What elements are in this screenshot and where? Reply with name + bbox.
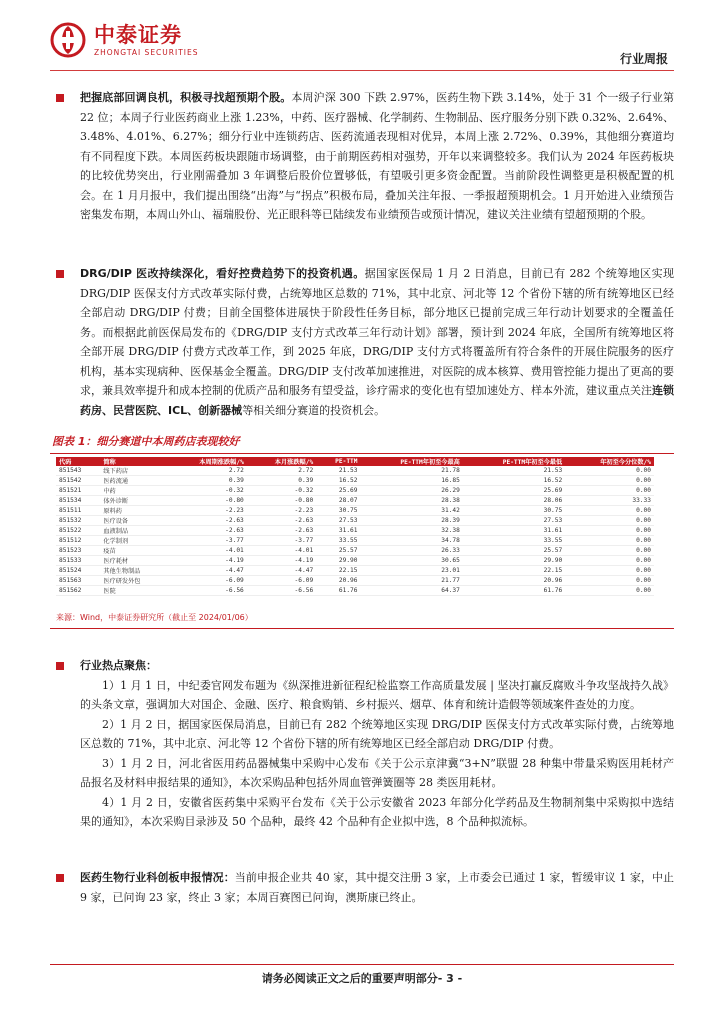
table-cell: 线下药店 bbox=[100, 466, 167, 476]
table-cell: 医药流通 bbox=[100, 476, 167, 486]
table-cell: -0.80 bbox=[247, 496, 316, 506]
table-cell: 原料药 bbox=[100, 506, 167, 516]
table-cell: -4.47 bbox=[168, 566, 247, 576]
table-cell: 28.38 bbox=[361, 496, 463, 506]
table-row bbox=[56, 496, 654, 506]
header-divider bbox=[50, 70, 674, 71]
table-cell: 20.96 bbox=[463, 576, 565, 586]
table-cell: 32.38 bbox=[361, 526, 463, 536]
paragraph-drg-dip bbox=[80, 264, 674, 420]
table-cell: 27.53 bbox=[316, 516, 360, 526]
table-header-cell: 本月涨跌幅/% bbox=[247, 457, 316, 466]
section-bullet-icon bbox=[56, 94, 64, 102]
table-cell: 29.90 bbox=[316, 556, 360, 566]
paragraph-lead: 医药生物行业科创板申报情况： bbox=[80, 871, 235, 884]
table-cell: 0.00 bbox=[565, 526, 654, 536]
table-cell: 25.57 bbox=[316, 546, 360, 556]
table-cell: -0.80 bbox=[168, 496, 247, 506]
table-header-cell: 代码 bbox=[56, 457, 100, 466]
page-number: - 3 - bbox=[437, 972, 463, 985]
table-row bbox=[56, 486, 654, 496]
table-cell: 22.15 bbox=[316, 566, 360, 576]
table-cell: -2.63 bbox=[168, 526, 247, 536]
table-row bbox=[56, 566, 654, 576]
company-logo bbox=[50, 22, 199, 58]
footer-divider bbox=[50, 964, 674, 965]
zhongtai-logo-icon bbox=[50, 22, 86, 58]
page-header bbox=[0, 0, 724, 80]
table-cell: 21.53 bbox=[463, 466, 565, 476]
table-cell: 0.39 bbox=[168, 476, 247, 486]
table-cell: 851524 bbox=[56, 566, 100, 576]
table-cell: 29.90 bbox=[463, 556, 565, 566]
table-cell: -6.56 bbox=[168, 586, 247, 596]
highlighted-sectors: 连锁药房、民营医院、ICL、创新器械 bbox=[80, 384, 674, 417]
table-row bbox=[56, 466, 654, 476]
table-cell: 16.85 bbox=[361, 476, 463, 486]
table-cell: 21.77 bbox=[361, 576, 463, 586]
table-cell: 25.57 bbox=[463, 546, 565, 556]
table-cell: 0.00 bbox=[565, 546, 654, 556]
figure-source: 来源：Wind，中泰证券研究所（截止至 2024/01/06） bbox=[56, 613, 253, 622]
table-cell: 22.15 bbox=[463, 566, 565, 576]
table-cell: 16.52 bbox=[463, 476, 565, 486]
table-cell: 851534 bbox=[56, 496, 100, 506]
table-cell: 0.00 bbox=[565, 576, 654, 586]
table-cell: 61.76 bbox=[316, 586, 360, 596]
table-cell: 851512 bbox=[56, 536, 100, 546]
table-cell: 25.69 bbox=[463, 486, 565, 496]
table-cell: 0.00 bbox=[565, 536, 654, 546]
news-item: 3）1 月 2 日，河北省医用药品器械集中采购中心发布《关于公示京津冀“3+N”联盟 28 种集中带量采购医用耗材产品报名及材料申报结果的通知》，本次采购品种包括外周血管弹簧圈等 28 类医用耗材。 bbox=[80, 756, 674, 789]
table-cell: -6.09 bbox=[247, 576, 316, 586]
table-cell: 21.78 bbox=[361, 466, 463, 476]
table-cell: -0.32 bbox=[168, 486, 247, 496]
table-cell: 医疗耗材 bbox=[100, 556, 167, 566]
sector-performance-table bbox=[56, 457, 654, 596]
table-cell: 851562 bbox=[56, 586, 100, 596]
paragraph-industry-news bbox=[80, 656, 674, 832]
table-cell: 31.61 bbox=[316, 526, 360, 536]
table-cell: 28.39 bbox=[361, 516, 463, 526]
table-cell: -2.63 bbox=[247, 516, 316, 526]
table-row bbox=[56, 506, 654, 516]
table-cell: -6.09 bbox=[168, 576, 247, 586]
table-header-cell: 年初至今分位数/% bbox=[565, 457, 654, 466]
table-cell: -4.01 bbox=[247, 546, 316, 556]
table-cell: 医疗设备 bbox=[100, 516, 167, 526]
table-cell: 851533 bbox=[56, 556, 100, 566]
table-cell: 64.37 bbox=[361, 586, 463, 596]
table-cell: -0.32 bbox=[247, 486, 316, 496]
table-cell: 2.72 bbox=[168, 466, 247, 476]
page-footer bbox=[0, 970, 724, 986]
table-row bbox=[56, 526, 654, 536]
table-cell: 30.65 bbox=[361, 556, 463, 566]
table-cell: 851542 bbox=[56, 476, 100, 486]
paragraph-lead: DRG/DIP 医改持续深化，看好控费趋势下的投资机遇。 bbox=[80, 267, 365, 280]
table-cell: 851521 bbox=[56, 486, 100, 496]
table-cell: 33.55 bbox=[463, 536, 565, 546]
table-header-cell: 本周期涨跌幅/% bbox=[168, 457, 247, 466]
table-cell: 61.76 bbox=[463, 586, 565, 596]
table-cell: -3.77 bbox=[247, 536, 316, 546]
table-cell: 28.06 bbox=[463, 496, 565, 506]
table-cell: 0.00 bbox=[565, 506, 654, 516]
section-bullet-icon bbox=[56, 662, 64, 670]
table-cell: 25.69 bbox=[316, 486, 360, 496]
table-cell: 851563 bbox=[56, 576, 100, 586]
disclaimer-note: 请务必阅读正文之后的重要声明部分 bbox=[261, 972, 438, 985]
table-cell: 31.61 bbox=[463, 526, 565, 536]
table-cell: 化学制剂 bbox=[100, 536, 167, 546]
table-cell: 23.01 bbox=[361, 566, 463, 576]
paragraph-body: 本周沪深 300 下跌 2.97%，医药生物下跌 3.14%，处于 31 个一级子行业第 22 位；本周子行业医药商业上涨 1.23%，中药、医疗器械、化学制药、生物制品、医疗服务分别下跌 0.32%、2.64%、3.48%、4.01%、6.27%；细分行业中连锁药店、医药流通表现相对优异，本周上涨 2.72%、0.39%，其他细分赛道均有不同程度下跌。本周医药板块跟随市场调整，由于前期医药相对强势，开年以来调整较多。我们认为 2024 年医药板块的比较优势突出，行业刚需叠加 3 年调整后股价位置够低，有望吸引更多资金配置。当前阶段性调整更是积极配置的机会。在 1 月月报中，我们提出围绕“出海”与“拐点”积极布局，叠加关注年报、一季报超预期机会。1 月开始进入业绩预告密集发布期，本周山外山、福瑞股份、光正眼科等已陆续发布业绩预告或预计情况，建议关注业绩有望超预期的个股。 bbox=[80, 91, 675, 221]
table-cell: 0.00 bbox=[565, 476, 654, 486]
news-item: 2）1 月 2 日，据国家医保局消息，目前已有 282 个统筹地区实现 DRG/DIP 医保支付方式改革实际付费，占统筹地区总数的 71%，其中北京、河北等 12 个省份下辖的所有统筹地区已经全部启动 DRG/DIP 付费。 bbox=[80, 717, 674, 750]
table-row bbox=[56, 586, 654, 596]
paragraph-body: 当前申报企业共 40 家，其中提交注册 3 家，上市委会已通过 1 家，暂缓审议 1 家，中止 9 家，已问询 23 家，终止 3 家；本周百赛图已问询，澳斯康已终止。 bbox=[80, 871, 675, 904]
table-cell: -4.01 bbox=[168, 546, 247, 556]
paragraph-lead: 把握底部回调良机，积极寻找超预期个股。 bbox=[80, 91, 292, 104]
table-cell: 其他生物制品 bbox=[100, 566, 167, 576]
table-cell: 31.42 bbox=[361, 506, 463, 516]
table-cell: 中药 bbox=[100, 486, 167, 496]
table-cell: 0.00 bbox=[565, 586, 654, 596]
table-cell: 26.33 bbox=[361, 546, 463, 556]
table-cell: 0.00 bbox=[565, 516, 654, 526]
table-row bbox=[56, 476, 654, 486]
table-cell: 26.29 bbox=[361, 486, 463, 496]
table-cell: -2.63 bbox=[247, 526, 316, 536]
table-header-cell: PE-TTM年初至今最高 bbox=[361, 457, 463, 466]
table-cell: -4.19 bbox=[247, 556, 316, 566]
table-cell: -3.77 bbox=[168, 536, 247, 546]
table-cell: -2.23 bbox=[247, 506, 316, 516]
table-header-row bbox=[56, 457, 654, 466]
table-cell: 2.72 bbox=[247, 466, 316, 476]
paragraph-lead: 行业热点聚焦： bbox=[80, 659, 157, 672]
table-cell: 0.00 bbox=[565, 486, 654, 496]
table-cell: 血液制品 bbox=[100, 526, 167, 536]
document-type: 行业周报 bbox=[619, 52, 668, 66]
table-cell: 851522 bbox=[56, 526, 100, 536]
section-bullet-icon bbox=[56, 270, 64, 278]
table-body bbox=[56, 466, 654, 596]
table-cell: 851543 bbox=[56, 466, 100, 476]
table-row bbox=[56, 536, 654, 546]
table-cell: 21.53 bbox=[316, 466, 360, 476]
table-cell: 851532 bbox=[56, 516, 100, 526]
news-item: 1）1 月 1 日，中纪委官网发布题为《纵深推进新征程纪检监察工作高质量发展 | 坚决打赢反腐败斗争攻坚战持久战》的头条文章，强调加大对国企、金融、医疗、粮食购销、乡村振兴、烟草、体育和统计造假等领域案件查处的力度。 bbox=[80, 678, 674, 711]
table-cell: 疫苗 bbox=[100, 546, 167, 556]
table-cell: -4.19 bbox=[168, 556, 247, 566]
table-cell: 0.00 bbox=[565, 556, 654, 566]
paragraph-body-end: 等相关细分赛道的投资机会。 bbox=[242, 403, 386, 417]
table-cell: 0.00 bbox=[565, 566, 654, 576]
table-cell: 851523 bbox=[56, 546, 100, 556]
figure-title: 图表 1：细分赛道中本周药店表现较好 bbox=[52, 435, 240, 448]
table-cell: 851511 bbox=[56, 506, 100, 516]
table-cell: 20.96 bbox=[316, 576, 360, 586]
table-header-cell: PE-TTM年初至今最低 bbox=[463, 457, 565, 466]
table-cell: 33.55 bbox=[316, 536, 360, 546]
table-cell: -2.23 bbox=[168, 506, 247, 516]
table-row bbox=[56, 576, 654, 586]
section-bullet-icon bbox=[56, 874, 64, 882]
table-cell: -2.63 bbox=[168, 516, 247, 526]
paragraph-body: 据国家医保局 1 月 2 日消息，目前已有 282 个统筹地区实现 DRG/DIP 医保支付方式改革实际付费，占统筹地区总数的 71%，其中北京、河北等 12 个省份下辖的所有统筹地区已经全部启动 DRG/DIP 付费；目前全国整体进展快于阶段性任务目标，部分地区已提前完成三年行动计划要求的全覆盖任务。而根据此前医保局发布的《DRG/DIP 支付方式改革三年行动计划》部署，预计到 2024 年底，全国所有统筹地区将全部开展 DRG/DIP 付费方式改革工作，到 2025 年底，DRG/DIP 支付方式将覆盖所有符合条件的开展住院服务的医疗机构，基本实现病种、医保基金全覆盖。DRG/DIP 支付改革加速推进，对医院的成本核算、费用管控能力提出了更高的要求，兼具效率提升和成本控制的优质产品和服务有望受益，诊疗需求的变化也有望加速处方、样本外流，建议重点关注 bbox=[80, 267, 674, 397]
paragraph-star-market bbox=[80, 868, 674, 907]
table-header-cell: 简称 bbox=[100, 457, 167, 466]
table-row bbox=[56, 546, 654, 556]
table-cell: 0.00 bbox=[565, 466, 654, 476]
figure-title-bar bbox=[50, 432, 674, 454]
table-cell: -6.56 bbox=[247, 586, 316, 596]
table-cell: 28.07 bbox=[316, 496, 360, 506]
table-cell: 30.75 bbox=[463, 506, 565, 516]
table-cell: 0.39 bbox=[247, 476, 316, 486]
paragraph-market-review bbox=[80, 88, 674, 225]
table-cell: 医疗研发外包 bbox=[100, 576, 167, 586]
logo-chinese-name: 中泰证券 bbox=[94, 22, 182, 47]
table-cell: 33.33 bbox=[565, 496, 654, 506]
table-cell: 体外诊断 bbox=[100, 496, 167, 506]
table-row bbox=[56, 556, 654, 566]
table-row bbox=[56, 516, 654, 526]
table-cell: 16.52 bbox=[316, 476, 360, 486]
news-item: 4）1 月 2 日，安徽省医药集中采购平台发布《关于公示安徽省 2023 年部分化学药品及生物制剂集中采购拟中选结果的通知》，本次采购目录涉及 50 个品种，最终 42 个品种有企业拟中选，8 个品种拟流标。 bbox=[80, 795, 674, 828]
table-header-cell: PE-TTM bbox=[316, 457, 360, 466]
table-cell: -4.47 bbox=[247, 566, 316, 576]
figure-divider bbox=[50, 628, 674, 629]
table-cell: 医院 bbox=[100, 586, 167, 596]
table-cell: 30.75 bbox=[316, 506, 360, 516]
logo-english-name: ZHONGTAI SECURITIES bbox=[94, 47, 199, 57]
table-cell: 27.53 bbox=[463, 516, 565, 526]
table-cell: 34.78 bbox=[361, 536, 463, 546]
